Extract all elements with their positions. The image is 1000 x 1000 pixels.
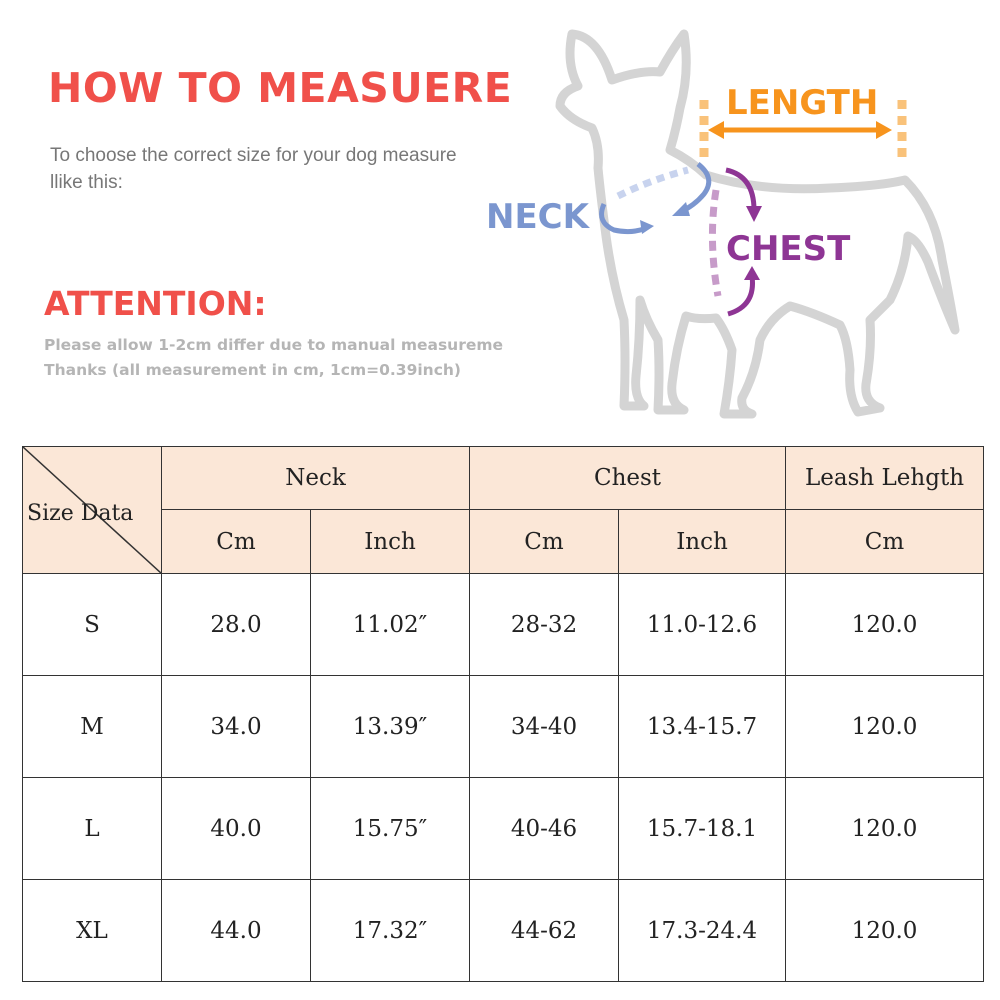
chest-inch-cell: 13.4-15.7 bbox=[619, 676, 786, 778]
leash-cm-cell: 120.0 bbox=[786, 676, 984, 778]
chest-inch-cell: 11.0-12.6 bbox=[619, 574, 786, 676]
leash-cm-cell: 120.0 bbox=[786, 880, 984, 982]
chest-arrow-upper bbox=[726, 170, 754, 210]
unit-header-leash-cm: Cm bbox=[786, 510, 984, 574]
leash-cm-cell: 120.0 bbox=[786, 778, 984, 880]
neck-cm-cell: 40.0 bbox=[162, 778, 311, 880]
neck-arrow-upper-head bbox=[672, 202, 690, 216]
neck-inch-cell: 11.02″ bbox=[311, 574, 470, 676]
group-header-neck: Neck bbox=[162, 447, 470, 510]
unit-header-neck-inch: Inch bbox=[311, 510, 470, 574]
table-row bbox=[23, 880, 984, 982]
size-data-corner bbox=[23, 447, 162, 574]
length-label: LENGTH bbox=[726, 83, 879, 123]
attention-line-1: Please allow 1-2cm differ due to manual measureme bbox=[44, 336, 504, 354]
neck-inch-cell: 17.32″ bbox=[311, 880, 470, 982]
neck-inch-cell: 15.75″ bbox=[311, 778, 470, 880]
unit-header-chest-cm: Cm bbox=[470, 510, 619, 574]
group-header-chest: Chest bbox=[470, 447, 786, 510]
length-arrow-left-head bbox=[708, 121, 724, 139]
leash-cm-cell: 120.0 bbox=[786, 574, 984, 676]
group-header-leash-length: Leash Lehgth bbox=[786, 447, 984, 510]
neck-arrow-lower-head bbox=[640, 220, 654, 234]
size-cell: L bbox=[23, 778, 162, 880]
neck-cm-cell: 28.0 bbox=[162, 574, 311, 676]
neck-arrow-lower bbox=[602, 204, 646, 232]
neck-cm-cell: 44.0 bbox=[162, 880, 311, 982]
measure-instruction: To choose the correct size for your dog measure llike this: bbox=[50, 145, 457, 193]
attention-title: ATTENTION: bbox=[44, 284, 267, 323]
chest-arrow-upper-head bbox=[746, 206, 762, 222]
chest-dotted-line bbox=[712, 190, 718, 296]
chest-inch-cell: 17.3-24.4 bbox=[619, 880, 786, 982]
chest-inch-cell: 15.7-18.1 bbox=[619, 778, 786, 880]
chest-cm-cell: 28-32 bbox=[470, 574, 619, 676]
dog-measurement-diagram bbox=[0, 0, 1000, 440]
unit-header-neck-cm: Cm bbox=[162, 510, 311, 574]
attention-line-2: Thanks (all measurement in cm, 1cm=0.39inch) bbox=[44, 361, 462, 379]
table-row bbox=[23, 574, 984, 676]
length-arrow-right-head bbox=[876, 121, 892, 139]
size-cell: S bbox=[23, 574, 162, 676]
chest-label: CHEST bbox=[726, 229, 851, 269]
neck-inch-cell: 13.39″ bbox=[311, 676, 470, 778]
corner-label: Size Data bbox=[27, 501, 134, 526]
size-cell: M bbox=[23, 676, 162, 778]
unit-header-chest-inch: Inch bbox=[619, 510, 786, 574]
page-title: HOW TO MEASUERE bbox=[48, 64, 513, 112]
neck-dotted-loop bbox=[618, 170, 688, 196]
chest-arrow-lower bbox=[728, 276, 753, 314]
chest-cm-cell: 40-46 bbox=[470, 778, 619, 880]
table-row bbox=[23, 778, 984, 880]
size-cell: XL bbox=[23, 880, 162, 982]
neck-label: NECK bbox=[486, 197, 589, 237]
chest-cm-cell: 34-40 bbox=[470, 676, 619, 778]
size-chart-table bbox=[22, 446, 984, 982]
table-row bbox=[23, 676, 984, 778]
chest-cm-cell: 44-62 bbox=[470, 880, 619, 982]
neck-cm-cell: 34.0 bbox=[162, 676, 311, 778]
